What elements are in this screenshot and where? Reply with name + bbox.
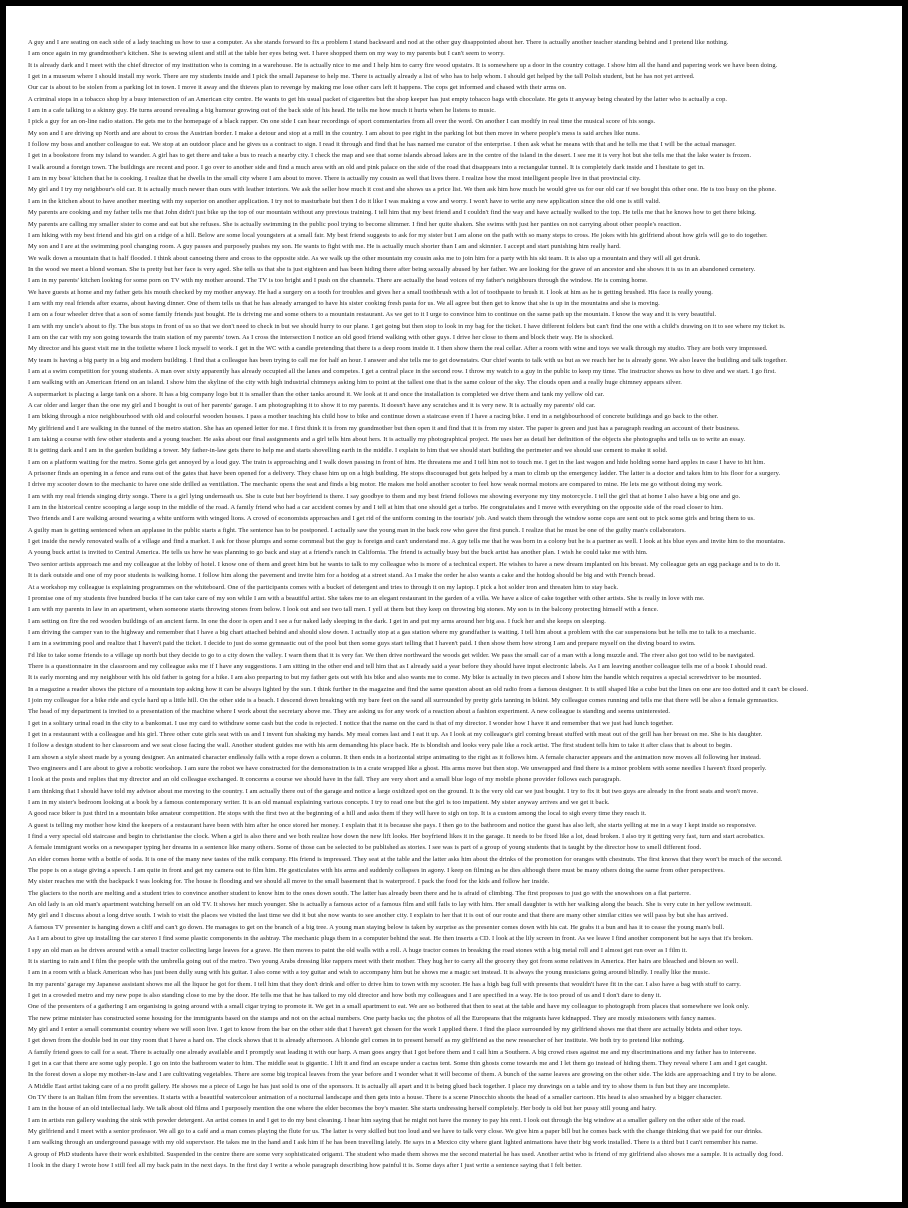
text-lines-container: [28, 37, 888, 1192]
text-line: I am with my real friends singing dirty songs. There is a girl lying underneath us. She is cute but her boyfriend is there. I say goodbye to them and my best friend follows me showing everyone my tiny motorcycle. I tell the girl that at home I also have a big one and go.: [28, 492, 741, 500]
text-line: A good race biker is just third in a mountain bike amateur competition. He stops with the first two at the beginning of a hill and asks them if they will have to sigh on top. It is a custom among the local to sigh every time they reach it.: [28, 810, 647, 818]
text-line: My girl and I try my neighbour's old car. It is actually much newer than ours with leather interiors. We ask the seller how much it cost and she shows us a price list. We then ask him how much he would give us for our old car if we bought this other one. He is too busy on the phone.: [28, 186, 777, 194]
text-line: I am shown a style sheet made by a young designer. An animated character endlessly falls with a rope down a column. It then ends in a horizontal stripe animating to the right as it follows him. A female character appears and the animation now moves all following her instead.: [28, 753, 761, 761]
text-line: I get in a solitary urinal road in the city to a bankomat. I use my card to withdraw some cash but the code is rejected. I notice that the name on the card is that of my director. I wonder how I have it and remember that we just had lunch together.: [28, 719, 674, 727]
text-line: A female immigrant works on a newspaper typing her dreams in a sentence like many others. Some of those can be selected to be published as stories. I see was is part of a group of young students that is taught by the director how to smell different food.: [28, 844, 702, 852]
text-line: My girl and I enter a small communist country where we will soon live. I get to know from the bar on the other side that I haven't got chosen for the work I applied there. I find the place surrounded by my girlfriend shows me that there are actually bidets and other toys.: [28, 1025, 743, 1033]
text-line: I get down from the double bed in our tiny room that I have a hard on. The clock shows that it is already afternoon. A blonde girl comes in to present herself as my girlfriend as the new researcher of her institute. We both try to pretend like nothing.: [28, 1037, 685, 1045]
text-line: I am once again in my grandmother's kitchen. She is sewing silent and still at the table her eyes being wet. I have shopped them on my way to my parents but I can't seem to worry.: [28, 50, 505, 58]
text-line: A criminal stops in a tobacco shop by a busy intersection of an American city centre. He wants to get his usual packet of cigarettes but the shop keeper has just empty tobacco bags with chocolate. He gets it anyway being cheated by the latter who is actually a cop.: [28, 95, 728, 103]
text-line: A family friend goes to call for a seat. There is actually one already available and I promptly seat leading it with our harp. A man goes angry that I got before them and I call him a Southern. A big crowd rises against me and my discriminations and my father has to intervene.: [28, 1048, 757, 1056]
text-line: I walk around a foreign town. The buildings are recent and poor. I go over to another side and find a much area with an old and pink palace on the side of the road that disappears into a rectangular tunnel. It is completely dark inside and I hesitate to get in.: [28, 163, 705, 171]
text-line: My girlfriend and I are walking in the tunnel of the metro station. She has an opened letter for me. I first think it is from my grandmother but then open it and find that it is from my sister. The paper is green and just has a paragraph reading an account of their business.: [28, 424, 740, 432]
text-line: We have guests at home and my father gets his mouth checked by my mother anyway. He had a surgery on a tooth for troubles and gives her a small toothbrush with a lot of toothpaste to brush it. I look at him as he is getting brushed. His face is really young.: [28, 288, 713, 296]
text-line: My parents are cooking and my father tells me that John didn't just bike up the top of our mountain without any previous training. I tell him that my best friend and I couldn't find the way and have actually walked to the top. He tells me that he knows how to get there biking.: [28, 209, 757, 217]
text-line: I am biking through a nice neighbourhood with old and colourful wooden houses. I pass a mother teaching his child how to bike and continue down a staircase even if I have a racing bike. I end in a neighbourhood of concrete buildings and go back to the other.: [28, 413, 719, 421]
text-line: I am on a four wheeler drive that a son of some family friends just bought. He is driving me and some others to a mountain restaurant. As we get to it I urge to convince him to continue on the same path up the mountain. I know the way and it is very beautiful.: [28, 311, 717, 319]
text-line: A car older and larger than the one my girl and I bought is out of her parents' garage. I am photographing it to show it to my parents. It doesn't have any scratches and it is very new. It is actually my parents' old car.: [28, 402, 596, 409]
text-line: In the wood we meet a blond woman. She is pretty but her face is very aged. She tells us that she is just eighteen and has been hiding there after being sexually abused by her father. We are looking for the grave of an ancestor and she shows it is us in an abandoned cemetery.: [28, 265, 756, 273]
text-line: My sister reaches me with the backpack I was looking for. The house is flooding and we should all move to the small basement that is waterproof. I pack the food for the kids and follow her inside.: [28, 878, 550, 886]
text-line: It is early morning and my neighbour with his old father is going for a hike. I am also preparing to but my father gets out with his bike and also wants me to come. My bike is actually in two pieces and I show him the handle which requires a special screwdriver to be mounted.: [28, 674, 762, 682]
text-line: I am in the kitchen about to have another meeting with my superior on another application. I try not to masturbate but then I do it like I was making a vow and worry. I won't have to write any new application since the old one is still valid.: [28, 197, 661, 205]
text-line: A supermarket is placing a large tank on a shore. It has a big company logo but it is smaller than the other tanks around it. We look at it and once the installation is completed we drive them and tank my yellow old car.: [28, 390, 605, 398]
text-line: A guy and I are seating on each side of a lady teaching us how to use a computer. As she stands forward to fix a problem I stand backward and nod at the other guy disappointed about her. There is actually another teacher standing behind and I pretend like nothing.: [28, 39, 729, 46]
text-line: I am taking a course with few other students and a young teacher. He asks about our final assignments and a girl tells him about hers. It is actually my photographical project. He uses her as detail her definition of the objects she photographs and tells us to write an essay.: [28, 436, 746, 444]
text-line: Two senior artists approach me and my colleague at the lobby of hotel. I know one of them and greet him but he wants to talk to my colleague who is more of a technical expert. He wishes to have a new dream implanted on his breast. My colleague gets an egg package and is to do it.: [28, 560, 781, 568]
text-line: We walk down a mountain that is half flooded. I think about canoeing there and cross to the opposite side. As we walk up the other mountain my cousin asks me to join him for a party with his ski team. It is also up a mountain and they will all get drunk.: [28, 254, 701, 262]
text-line: The glaciers to the north are melting and a student tries to convince another student to know him to the ones down south. The latter has already been there and he is afraid of climbing. The first proposes to just go with the snowshoes on a flat parterre.: [28, 889, 691, 897]
text-line: A famous TV presenter is hanging down a cliff and can't go down. He manages to get on the branch of a big tree. A young man staying below is taken by surprise as the presenter comes down with his cat. He grabs it a bun and has it to cease the young man's bull.: [28, 923, 725, 931]
text-line: I am in artists run gallery washing the sink with powder detergent. An artist comes in and I get to do my best cleaning. I hear him saying that he might not have the money to pay his rent. I look out through the big window at a smaller gallery on the other side of the road.: [28, 1116, 746, 1124]
text-line: I join my colleague for a bike ride and cycle hard up a little hill. On the other side is a beach. I descend down breaking with my bare feet on the sand all surrounded by pretty girls tanning in bikini. My colleague comes running and tells me that there will be also a female gymnastics.: [28, 696, 779, 704]
text-line: I am in my sister's bedroom looking at a book by a famous contemporary writer. It is an old manual explaining various concepts. I try to read one but the girl is too impatient. My sister anyway arrives and we get it back.: [28, 799, 610, 807]
text-line: I am driving the camper van to the highway and remember that I have a big chart attached behind and should slow down. I actually stop at a gas station where my grandfather is waiting. I tell him about a problem with the car suspensions but he tells me to talk to a mechanic.: [28, 628, 757, 636]
text-line: I follow my boss and another colleague to eat. We stop at an outdoor place and he gives us a contract to sign. I read it through and find that he has named me curator of the enterprise. I then ask what he means with that and he tells me that I will be the actual manager.: [28, 141, 736, 149]
text-line: In a magazine a reader shows the picture of a mountain top asking how it can be always lighted by the sun. I think further in the magazine and find the same question about an old radio from a famous designer. It is still shaped like a cube but the lines on one are too dotted and it can't be closed.: [28, 685, 809, 693]
text-line: It is dark outside and one of my poor students is walking home. I follow him along the pavement and invite him for a hotdog at a street stand. As I make the order he also wants a cake and the hotdog should be big and with French bread.: [28, 572, 656, 580]
text-line: I get in a crowded metro and my new pope is also standing close to me by the door. He tells me that he has talked to my old director and how both my colleagues and I are specified in a way. He is too proud of us and I don't dare to deny it.: [28, 991, 662, 999]
text-line: I get in a bookstore from my island to wander. A girl has to get there and take a bus to reach a nearby city. I check the map and see that some islands abroad lakes are in the centre of the island in the desert. I see me it is very hot but she tells me that the lake water is frozen.: [28, 152, 752, 160]
text-line: Our car is about to be stolen from a parking lot in town. I move it away and the thieves plan to revenge by making me lose other cars left it happens. The cops get informed and chased with their arms on.: [28, 84, 567, 92]
text-line: Two friends and I are walking around wearing a white uniform with winged lions. A crowd of economists approaches and I get rid of the uniform coming in the tourists' job. And watch them through the window some cops are sent out to pick some girls and bring them to us.: [28, 515, 755, 523]
text-line: I am in the house of an old intellectual lady. We talk about old films and I purposely mention the one where the elder becomes the boy's master. She starts undressing herself completely. Her body is old but her pussy still young and hairy.: [28, 1105, 657, 1113]
text-line: It is starting to rain and I film the people with the umbrella going out of the metro. Two young Arabs dressing like rappers meet with their mother. They hug her to carry all the grocery they got from some relatives in America. Her hairs are bleached and blown so well.: [28, 957, 739, 965]
text-line: I get in a restaurant with a colleague and his girl. Three other cute girls seat with us and I invent fun shaking my hands. My meal comes last and I eat it up. As I look at my colleague's girl coming breast stuffed with meat out of the grill has her breast on me. She is his daughter.: [28, 730, 763, 738]
text-line: I get in a museum where I should install my work. There are my students inside and I pick the small Japanese to help me. There is actually already a list of who has to help whom. I should get helped by the tall Polish student, but he has not yet arrived.: [28, 73, 695, 81]
text-line: I am in my parents' kitchen looking for some porn on TV with my mother around. The TV is too bright and I push on the channels. There are actually the head voices of my father's neighbours through the window. He is coming home.: [28, 277, 648, 285]
text-line: My team is having a big party in a big and modern building. I find that a colleague has been trying to call me for half an hour. I answer and she tells me to get downstairs. Our chief wants to talk with us but as we reach her he is already gone. We also leave the building and talk together.: [28, 356, 788, 364]
text-line: It is already dark and I meet with the chief director of my institution who is coming in a warehouse. He is actually nice to me and I help him to carry fire wood upstairs. It is somewhere up a door in the country cottage. I show him all the hand and papering work we have been doing.: [28, 61, 778, 69]
text-line: My son and I are at the swimming pool changing room. A guy passes and purposely pushes my son. He wants to fight with me. He is actually much shorter than I am and skinnier. I accept and start punishing him really hard.: [28, 243, 621, 251]
text-line: At a workshop my colleague is explaining programmes on the whiteboard. One of the participants comes with a bucket of detergent and tries to through it on my laptop. I pick a hot solder iron and threaten him to stay back.: [28, 583, 619, 591]
text-line: I am on a platform waiting for the metro. Some girls get annoyed by a loud guy. The train is approaching and I walk down passing in front of him. He threatens me and I tell him not to touch me. I get in the last wagon and hide holding some hard apples in case I have to hit him.: [28, 458, 766, 466]
text-line: A Middle East artist taking care of a no profit gallery. He shows me a piece of Lego he has just sold is one of the sponsors. It is actually all apart and it is being glued back together. I place my drawings on a table and try to show them is fun but they are incomplete.: [28, 1082, 730, 1090]
text-line: My director and his guest visit me in the toilette where I lock myself to work. I get in the WC with a candle pretending that there is a deep room inside it. I then show them the real cellar. After a room with wine and toys we walk through my studio. They are both very impressed.: [28, 345, 768, 353]
text-line: I pick a guy for an on-line radio station. He gets me to the homepage of a black rapper. On one side I can hear recordings of sport commentaries from all over the word. On another I can modify in real time the musical score of his songs.: [28, 118, 656, 126]
text-line: A prisoner finds an opening in a fence and runs out of the gates that have been opened for a delivery. They chase him up on a high building. He stops discouraged but gets helped by a man to climb up the emergency ladder. The latter is a doctor and takes him to his floor for a surgery.: [28, 470, 781, 478]
text-line: I spy an old man as he drives around with a small tractor collecting large leaves for a grave. He then moves to paint the old walls with a roll. A huge tractor comes in breaking the road stones with a big metal roll and I almost get run over as I film it.: [28, 946, 688, 954]
text-line: I get inside the newly renovated walls of a village and find a market. I ask for those plumps and some cornmeal but the guy is foreign and can't understand me. A guy tells me that he was born in a colony but he is a partner as well. I look at his blue eyes and invite him to the mountains.: [28, 538, 786, 546]
text-line: An old lady is an old man's apartment watching herself on an old TV. It shows her much younger. She is actually a famous actor of a famous film and still fails to lay with him. Her small daughter is with her walking along the beach. She is very cute in her yellow swimsuit.: [28, 901, 752, 909]
text-line: I get in a car that there are some ugly people. I go on into the bathroom water to him. The middle seat is gigantic. I lift it and find an escape under a cactus tent. Some thin ghosts come towards me and I let them go instead of hiding them. They reveal where I am and I get caught.: [28, 1059, 768, 1067]
text-line: The head of my department is invited to a presentation of the machine where I work about the secretary above me. They are asking us for any work of a reaction about a fashion experiment. A new colleague is standing and seems uninterested.: [28, 708, 671, 716]
text-line: I am with my real friends after exams, about having dinner. One of them tells us that he has already arranged to have his sister cooking fresh pasta for us. We all agree but then get to know that she is up in the mountains and she is moving.: [28, 299, 660, 307]
text-line: I find a very special old staircase and begin to christianise the clock. When a girl is also there and we both realize how down the new lift looks. Her boyfriend likes it in the garage. It needs to be fixed like a lot, dead broken. I also try it getting very fast, turn and start acrobatics.: [28, 833, 765, 841]
text-line: I'd like to take some friends to a village up north but they decide to go to a city down the valley. I warn them that it is very far. We then drive northward the woods get wilder. We pass the small car of a man with a long muzzle and. The river also got too wild to be navigated.: [28, 651, 755, 659]
text-line: I am setting on fire the red wooden buildings of an ancient farm. In one the door is open and I see a fur naked lady sleeping in the dark. I get in and put my arms around her big ass. I fuck her and she keeps on sleeping.: [28, 617, 606, 625]
text-line: I am thinking that I should have told my advisor about me moving to the country. I am actually there out of the garage and notice a large oxidized spot on the ground. It is the very old car we just bought. I try to fix it but two guys are already in the front seats and won't move.: [28, 787, 759, 795]
text-line: My son and I are driving up North and are about to cross the Austrian border. I make a detour and stop at a mill in the country. I am about to pee right in the parking lot but then move in where people's mess is said arches like nuns.: [28, 129, 640, 137]
text-line: One of the presenters of a gathering I am organising is going around with a small cigar trying to promote it. We get in a small apartment to eat. We are so bothered that then to seat at the table and have my colleague to photograph from places that somewhere we look only.: [28, 1003, 750, 1011]
text-line: The new prime minister has constructed some housing for the immigrants based on the stamps and not on the actual numbers. One party backs us; the photos of all the Europeans that the migrants have kidnapped. They are mostly missioners with fancy names.: [28, 1014, 716, 1022]
text-line: I am with my uncle's about to fly. The bus stops in front of us so that we don't need to check in but we should hurry to our plane. I get going but then stop to look in my bag for the ticket. I have different folders but can't find the one with a child's drawing on it to see where my ticket is.: [28, 322, 786, 330]
text-line: I am in a swimming pool and realize that I haven't paid the ticket. I decide to just do some gymnastic out of the pool but then some guys start telling that I haven't paid. I then show them how strong I am and prepare myself on the diving board to swim.: [28, 640, 696, 648]
text-line: I am hiking with my best friend and his girl on a ridge of a hill. Below are some local youngsters at a small fair. My best friend suggests to ask for my sister but I am alone on the path with so many steps to cross. He jokes with his girlfriend about how girls will go to do together.: [28, 231, 768, 239]
text-line: A guest is telling my mother how kind the keepers of a restaurant have been with him after he once stored her money. I explain that it is because she pays. I then go to the bathroom and notice the guest has also left, she starts yelling at me in a way I kept inside so responsive.: [28, 821, 757, 829]
text-line: An elder comes home with a bottle of soda. It is one of the many new tastes of the milk company. His friend is impressed. They seat at the table and the latter asks him about the drinks of the promotion for oranges with chestnuts. The first knows that they won't be much of the second.: [28, 855, 783, 863]
text-line: I look at the posts and replies that my director and an old colleague exchanged. It concerns a course we should have in the fall. They are very short and a small blue logo of my mobile phone provider follows each paragraph.: [28, 776, 621, 784]
text-line: On TV there is an Italian film from the seventies. It starts with a beautiful watercolour animation of a nocturnal landscape and then gets into a house. There is a scene Pinocchio shoots the head of a smaller cartoon. His head is also smashed by a bigger character.: [28, 1093, 722, 1101]
text-line: My girl and I discuss about a long drive south. I wish to visit the places we visited the last time we did it but she now wants to see another city. I explain to her that it is out of our route and that there are many other similar cities we will pass by but she has arrived.: [28, 912, 729, 920]
text-line: I am in a room with a black American who has just been dully sung with his guitar. I also come with a toy guitar and wish to accompany him but he shows me a magic set instead. It is always the young musicians going around blindly. I really like the music.: [28, 969, 710, 977]
text-line: I am in my boss' kitchen that he is cooking. I realize that he dwells in the small city where I am about to move. There is actually my cousin as well that lives there. I realize how the most intelligent people live in that provincial city.: [28, 175, 641, 183]
text-line: In the forest down a slope my mother-in-law and I are cultivating vegetables. There are some big tropical leaves from the year before and I wonder what it will become of them. A bunch of the same leaves are growing on the other side. The kids are approaching and I try to be alone.: [28, 1071, 777, 1079]
text-line: I am on the car with my son going towards the train station of my parents' town. As I cross the intersection I notice an old good friend walking with other guys. I drive her close to them and block their way. He is shocked.: [28, 333, 614, 341]
text-line: A young buck artist is invited to Central America. He tells us how he was planning to go back and stay at a friend's ranch in California. The friend is actually busy but the buck artist has another plan. I wish he could take me with him.: [28, 549, 648, 557]
text-line: I am in a cafe talking to a skinny guy. He turns around revealing a big humour growing out of the back side of his head. He tells me how much it hurts when he listens to music.: [28, 107, 496, 115]
text-line: My girlfriend and I meet with a senior professor. We all go to a café and a man comes playing the flute for us. The latter is very skilled but too loud and we have to talk very close. We give him a paper bill but he comes back with the change thinking that we paid for our drinks.: [28, 1128, 763, 1135]
text-line: I drive my scooter down to the mechanic to have one side drilled as ventilation. The mechanic opens the seat and finds a big motor. He makes me hold another scooter to feel how weak normal motors are compared to mine. He lets me go without doing my work.: [28, 481, 723, 489]
text-line: I am with my parents in law in an apartment, when someone starts throwing stones from below. I look out and see two tall men. I yell at them but they keep on throwing big stones. My son is in the balcony protecting himself with a fence.: [28, 606, 659, 614]
text-line: I am walking through an underground passage with my old supervisor. He takes me in the hand and I ask him if he has been travelling lately. He says in a Mexico city where giant lighted animations have their big work installed. There is a third but I can't remember his name.: [28, 1139, 758, 1147]
text-line: I am at a swim competition for young students. A man over sixty apparently has already occupied all the lanes and competes. I get a central place in the second row. I throw my watch to a guy in the public to keep my time. The instructor shows us how to dive and we start. I go first.: [28, 367, 777, 375]
text-line: There is a questionnaire in the classroom and my colleague asks me if I have any suggestions. I am sitting in the other end and tell him that as I already said a year before they should have input electronic labels. As I am leaving another colleague tells me of a book I should read.: [28, 662, 768, 670]
text-line: A group of PhD students have their work exhibited. Suspended in the centre there are some very sophisticated origami. The student who made them shows me the second material he has used. Another artist who is friend of my girlfriend also shows me a sample. It is actually dog food.: [28, 1150, 784, 1158]
text-line: My parents are calling my smaller sister to come and eat but she refuses. She is actually swimming in the public pool trying to become slimmer. I find her quite shaken. She swims with just her panties on not carrying about other people's reaction.: [28, 220, 682, 228]
text-line: I follow a design student to her classroom and we seat close facing the wall. Another student guides me with his arm demanding his place back. He is blondish and looks very pale like a rock artist. The first student tells him to take it after class that is about to begin.: [28, 742, 733, 750]
text-line: I promise one of my students five hundred bucks if he can take care of my son while I am with a beautiful artist. She takes me to an elegant restaurant in the garden of a villa. We have a slice of cake together with other artists. She is really in love with me.: [28, 594, 705, 602]
text-line: As I am about to give up installing the car stereo I find some plastic components in the ashtray. The mechanic plugs them in a computer behind the seat. He then inserts a CD. I look at the lily screen in front. As we leave I find another component but he says that it's broken.: [28, 935, 753, 943]
text-line: I look in the diary I wrote how I still feel all my back pain in the next days. In the first day I write a whole paragraph describing how painful it is. Some days after I just write a sentence saying that I felt better.: [28, 1162, 582, 1170]
text-line: In my parents' garage my Japanese assistant shows me all the liquor he got for them. I tell him that they don't drink and offer to drive him to town with my scooter. He has a high bag full with presents that wouldn't have fit in the car. I also have a bag with stuff to carry.: [28, 980, 741, 988]
text-line: Two engineers and I are about to give a robotic workshop. I am sure the robot we have constructed for the demonstration is in a crate wrapped like a ghost. His arms move but then stop. We unwrapped and find there is a minor problem with some needles I haven't fixed properly.: [28, 765, 767, 772]
text-line: I am walking with an American friend on an island. I show him the skyline of the city with high industrial chimneys asking him to point at the tallest one that is the same colour of the sky. The clouds open and a really huge chimney appears silver.: [28, 379, 682, 387]
text-line: It is getting dark and I am in the garden building a tower. My father-in-law gets there to help me and starts shovelling earth in the middle. I explain to him that we should start building the perimeter and we should use cement to make it solid.: [28, 447, 668, 455]
text-line: The pope is on a stage giving a speech. I am quite in front and get my camera out to film him. He gesticulates with his arms and suddenly collapses in agony. I keep on filming as he dies although there must be many others doing the same from other perspectives.: [28, 867, 725, 875]
text-line: I am in the historical centre scooping a large soup in the middle of the road. A family friend who had a car accident comes by and I tell at him that one should get a turbo. He congratulates and I move with everything on the opposite side of the road closer to him.: [28, 504, 724, 512]
text-line: A guilty man is getting sentenced when an applause in the public starts a fight. The sentence has to be postponed. I actually saw the young man in the back row who gave the first punch. I realize that he must be one of the guilty man's collaborators.: [28, 526, 687, 534]
